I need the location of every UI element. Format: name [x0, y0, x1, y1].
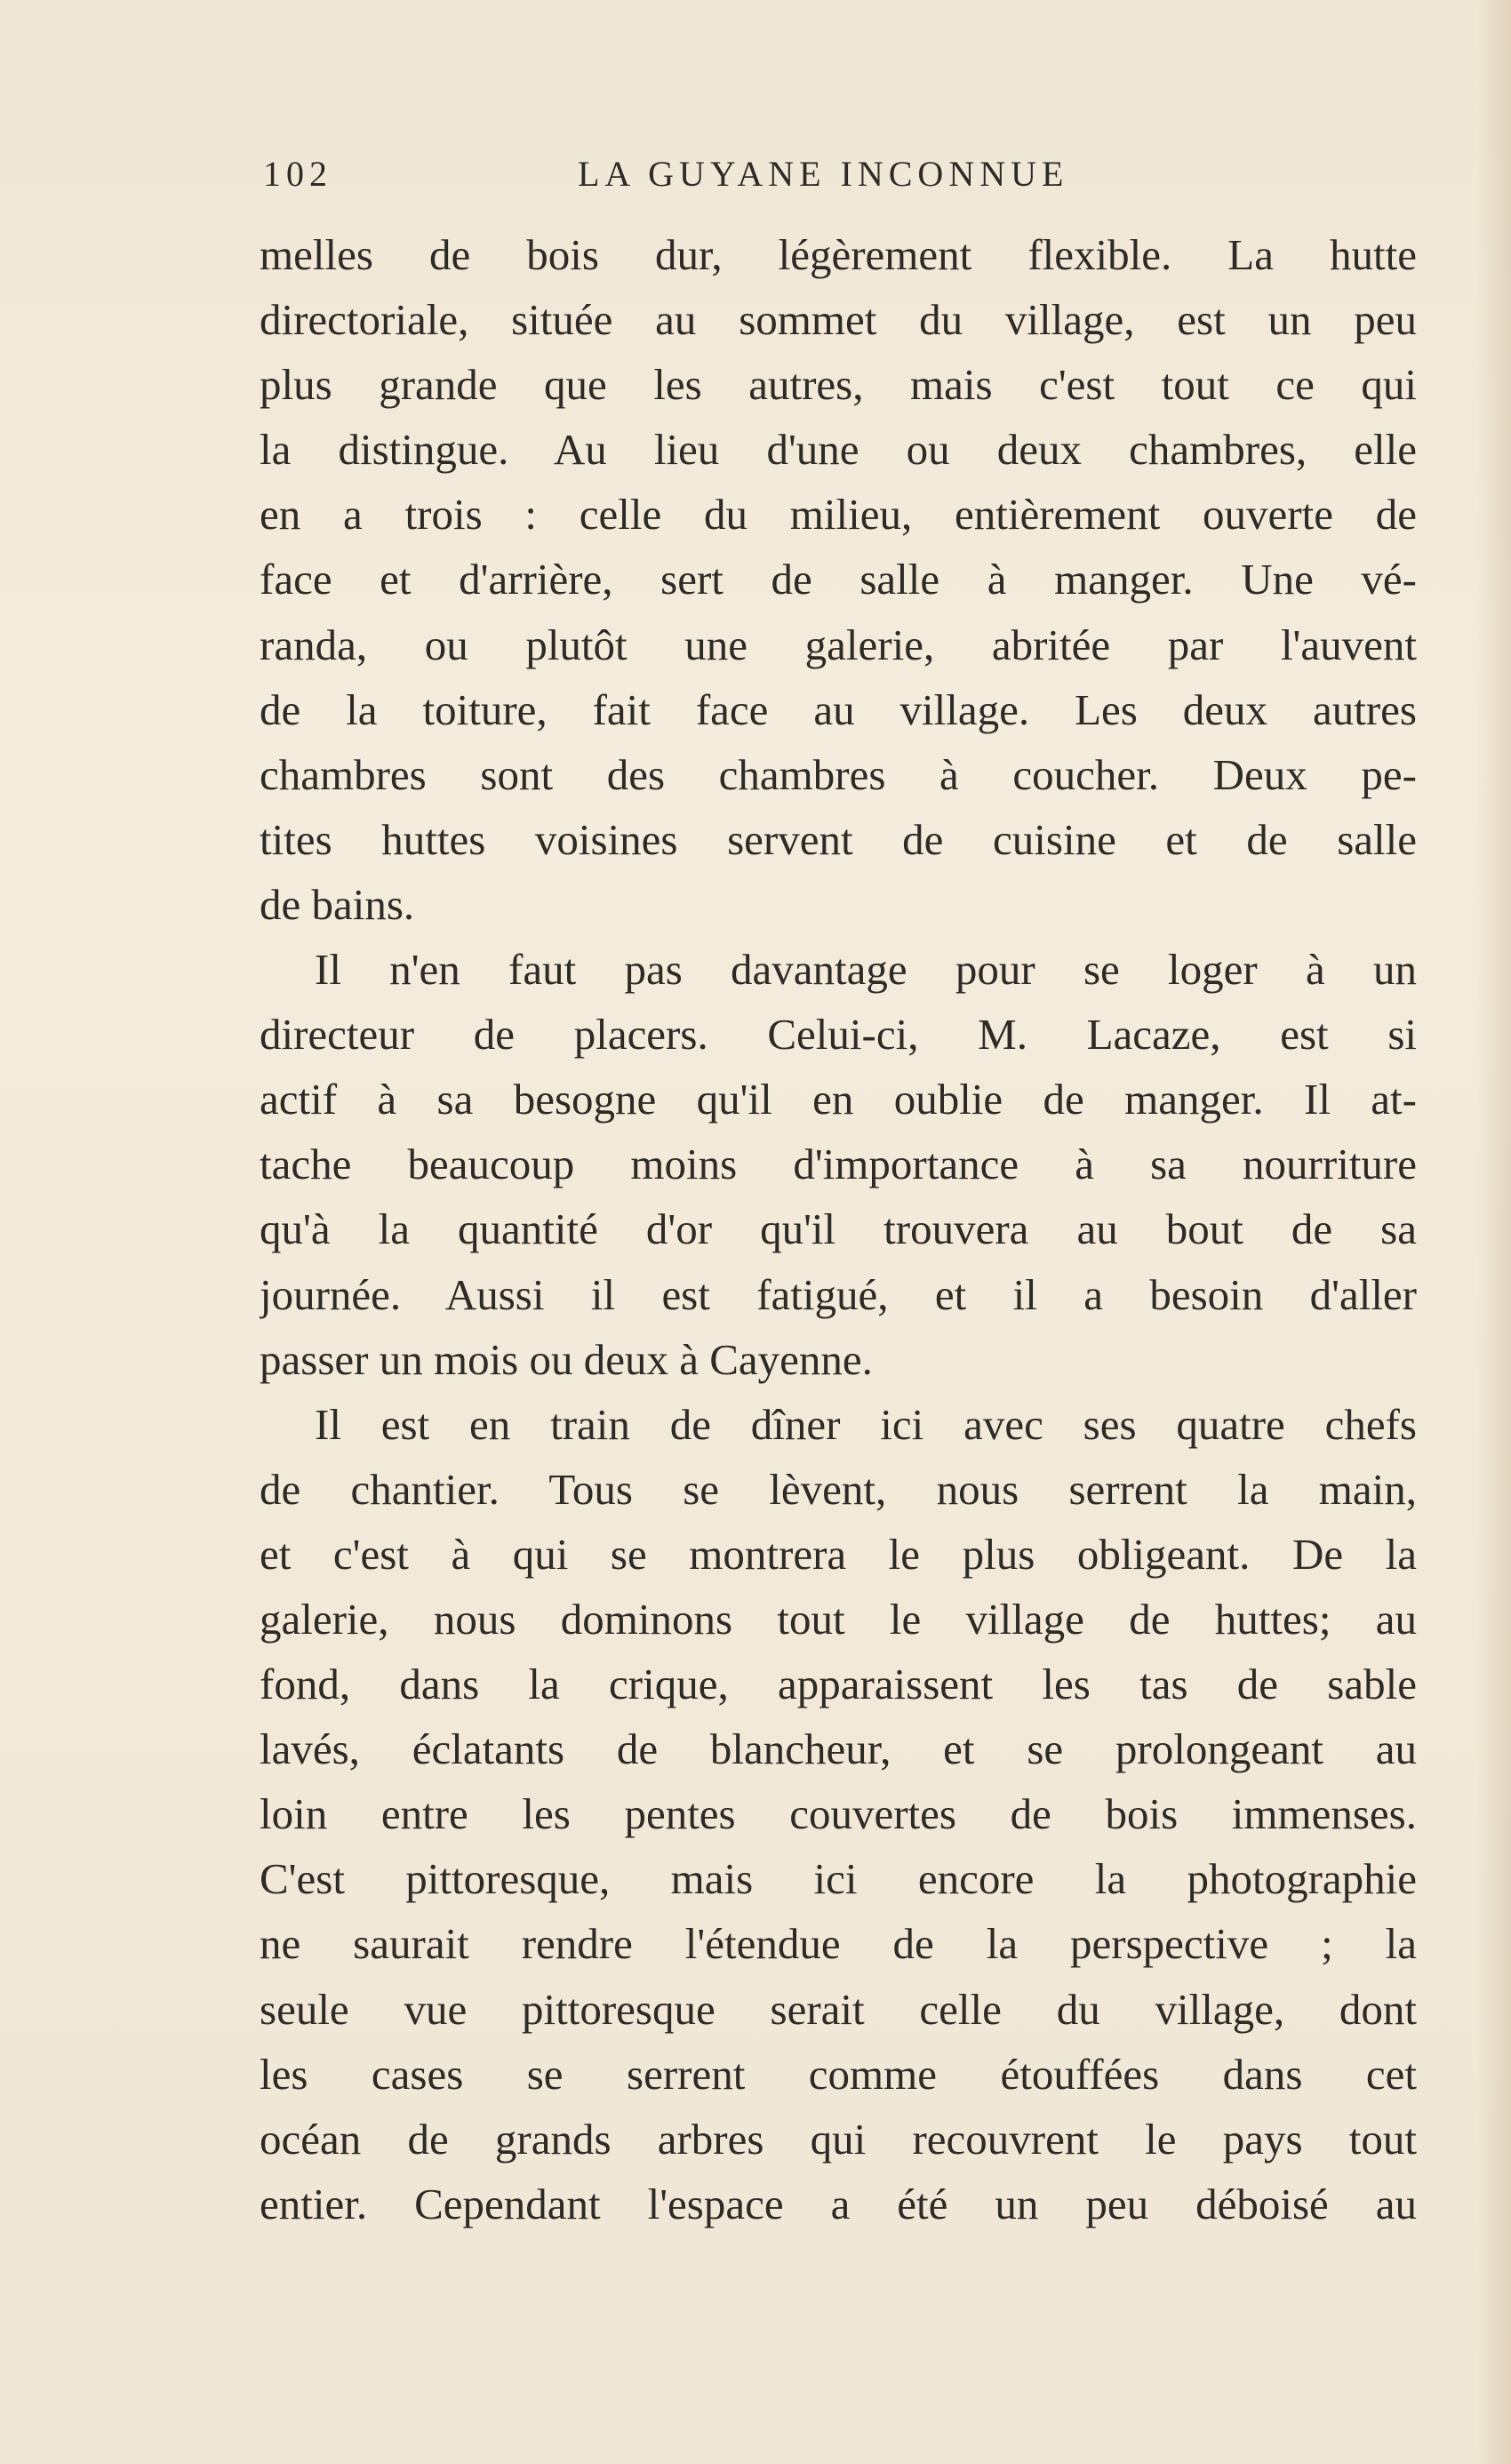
text-line: de bains.	[260, 879, 415, 929]
text-line: seule vue pittoresque serait celle du village, dont	[260, 1984, 1417, 2034]
text-line: actif à sa besogne qu'il en oublie de manger. Il at-	[260, 1075, 1417, 1124]
body-text	[260, 222, 1417, 2236]
running-title: LA GUYANE INCONNUE	[578, 154, 1069, 194]
text-line: ne saurait rendre l'étendue de la perspective ; la	[260, 1919, 1417, 1969]
text-line: Il n'en faut pas davantage pour se loger à un	[315, 945, 1417, 995]
text-line: C'est pittoresque, mais ici encore la photographie	[260, 1854, 1417, 1904]
text-line: tache beaucoup moins d'importance à sa nourriture	[260, 1140, 1417, 1189]
text-line: directeur de placers. Celui-ci, M. Lacaze, est si	[260, 1010, 1417, 1060]
text-line: lavés, éclatants de blancheur, et se prolongeant au	[260, 1724, 1417, 1774]
text-line: en a trois : celle du milieu, entièrement ouverte de	[260, 490, 1417, 540]
text-line: randa, ou plutôt une galerie, abritée par l'auvent	[260, 620, 1417, 669]
text-line: de chantier. Tous se lèvent, nous serrent la main,	[260, 1464, 1417, 1514]
text-line: chambres sont des chambres à coucher. Deux pe-	[260, 749, 1417, 799]
text-line: passer un mois ou deux à Cayenne.	[260, 1334, 873, 1384]
page-header	[263, 153, 1419, 199]
text-line: et c'est à qui se montrera le plus obligeant. De la	[260, 1529, 1417, 1579]
page-number: 102	[263, 154, 332, 194]
text-line: entier. Cependant l'espace a été un peu déboisé au	[260, 2179, 1417, 2228]
text-line: plus grande que les autres, mais c'est tout ce qui	[260, 360, 1417, 410]
text-line: océan de grands arbres qui recouvrent le pays tout	[260, 2114, 1417, 2164]
text-line: Il est en train de dîner ici avec ses quatre chefs	[315, 1399, 1417, 1449]
text-line: qu'à la quantité d'or qu'il trouvera au bout de sa	[260, 1204, 1417, 1254]
text-line: la distingue. Au lieu d'une ou deux chambres, elle	[260, 425, 1417, 475]
text-line: melles de bois dur, légèrement flexible. La hutte	[260, 230, 1417, 279]
text-line: fond, dans la crique, apparaissent les tas de sable	[260, 1660, 1417, 1709]
text-line: galerie, nous dominons tout le village de huttes; au	[260, 1594, 1417, 1644]
text-line: les cases se serrent comme étouffées dans cet	[260, 2049, 1417, 2099]
text-line: tites huttes voisines servent de cuisine et de salle	[260, 814, 1417, 864]
text-line: journée. Aussi il est fatigué, et il a besoin d'aller	[260, 1269, 1417, 1319]
text-line: directoriale, située au sommet du village, est un peu	[260, 295, 1417, 345]
text-line: de la toiture, fait face au village. Les deux autres	[260, 684, 1417, 734]
text-line: loin entre les pentes couvertes de bois immenses.	[260, 1789, 1417, 1839]
text-line: face et d'arrière, sert de salle à manger. Une vé-	[260, 555, 1417, 604]
